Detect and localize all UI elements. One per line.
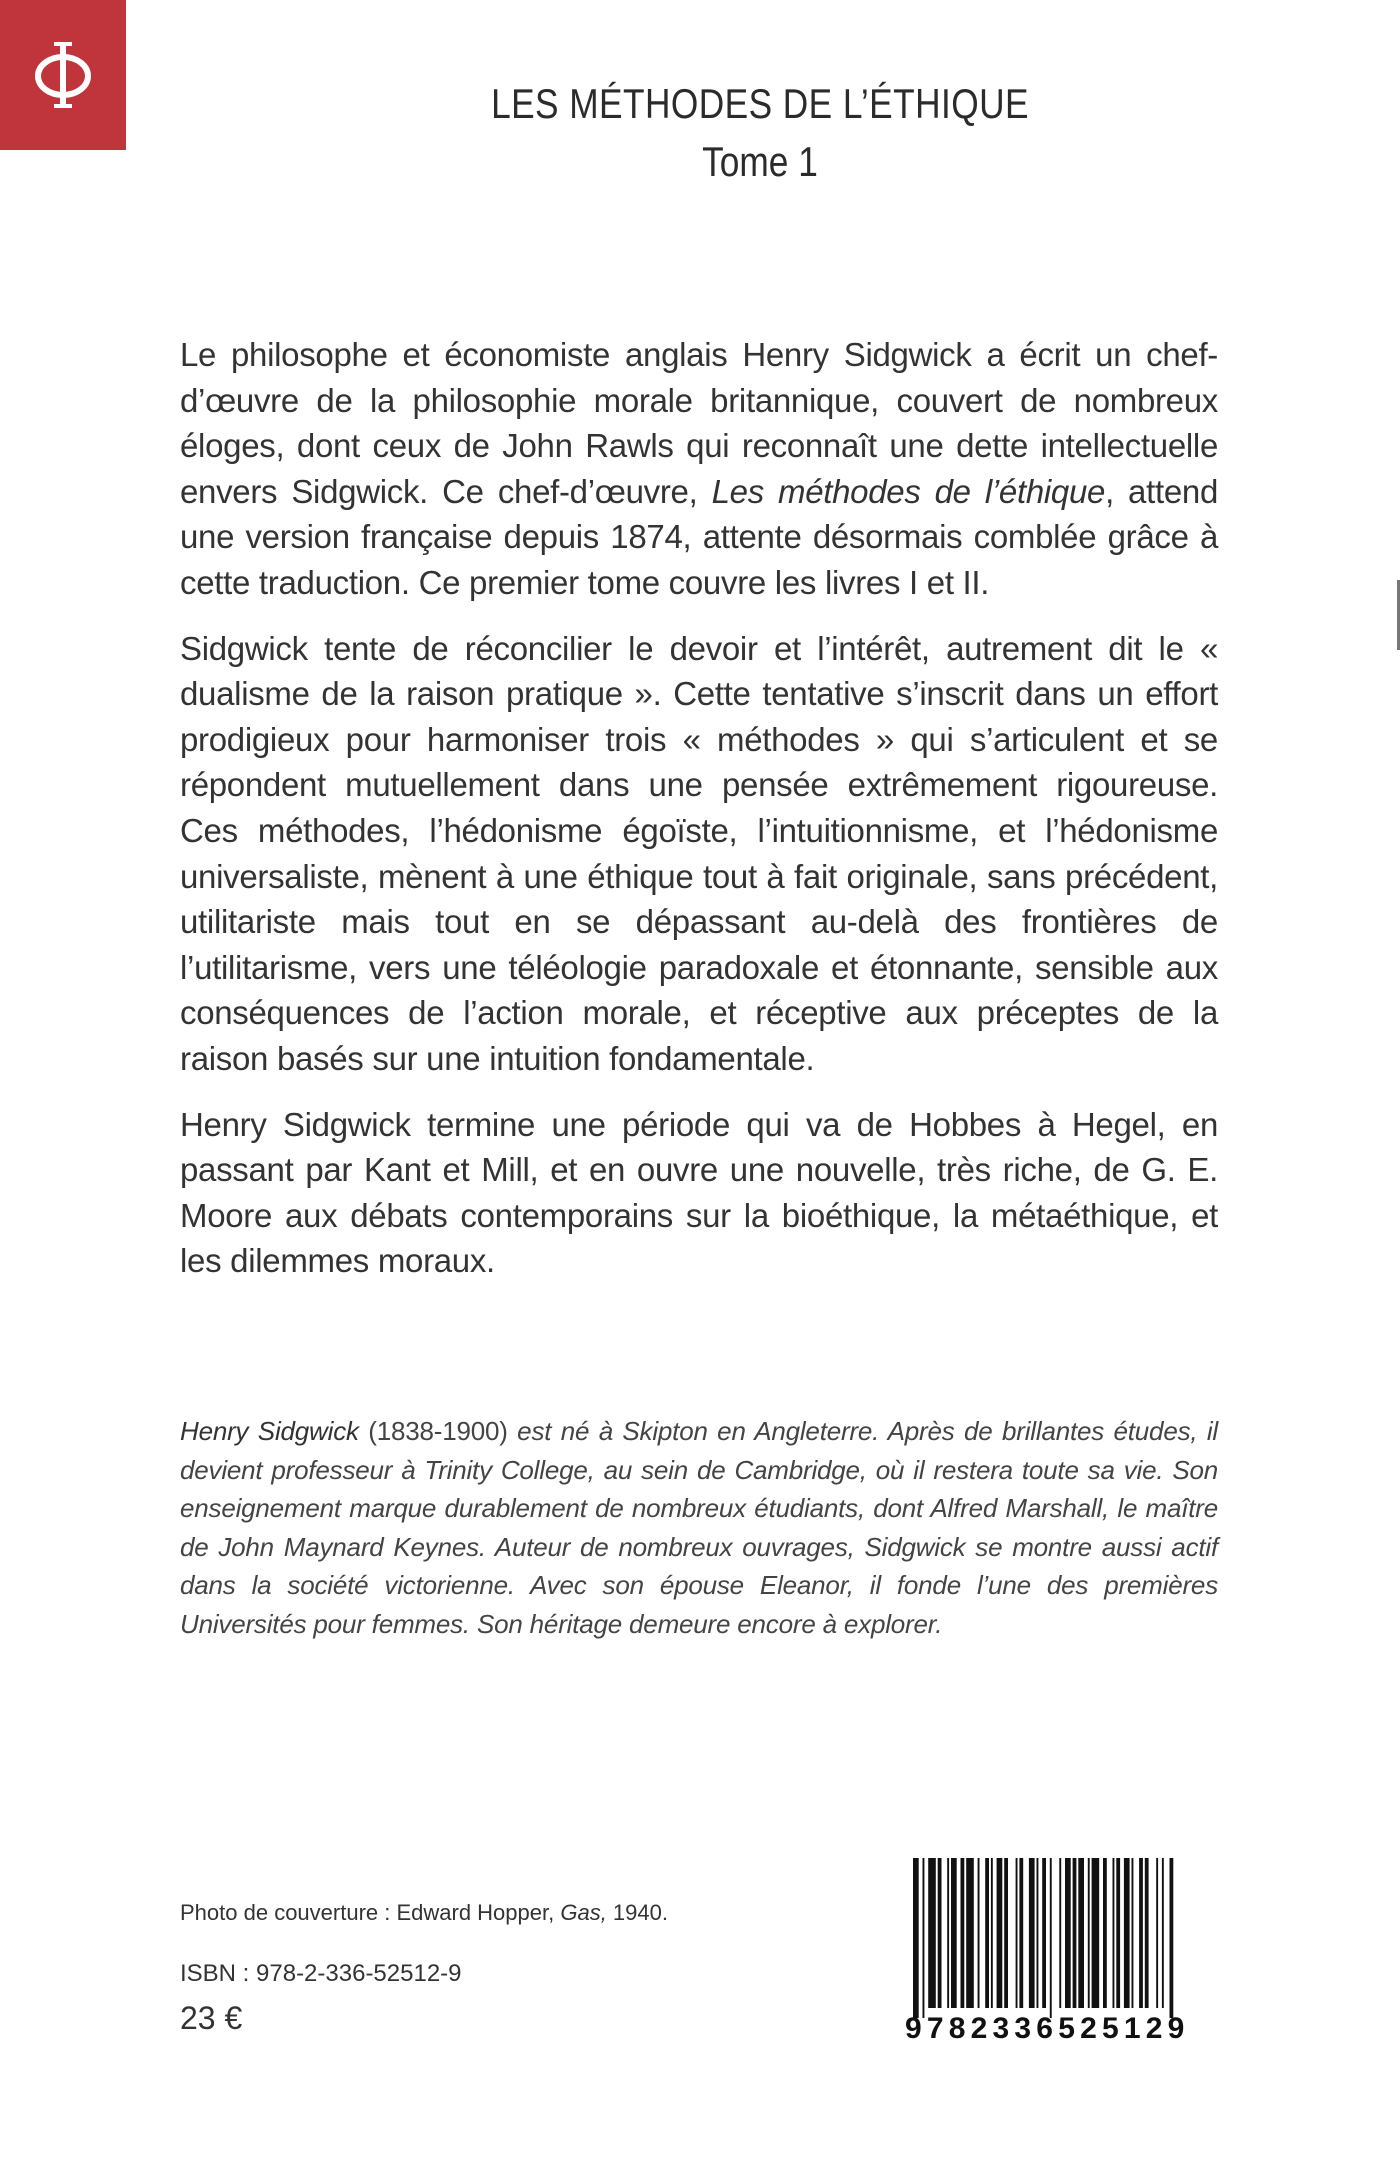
barcode-bar [1113,1858,1115,2008]
barcode-bar [1019,1858,1023,2008]
barcode-bar [1170,1858,1174,2018]
author-biography [180,1412,1218,1644]
isbn: ISBN : 978-2-336-52512-9 [180,1960,462,1987]
barcode-bar [966,1858,974,2008]
barcode-bar [1073,1858,1077,2008]
barcode-bar [951,1858,957,2008]
barcode-bar [1124,1858,1130,2008]
barcode-bar [997,1858,1003,2008]
barcode-bar [1037,1858,1039,2008]
description-paragraph-2: Sidgwick tente de réconcilier le devoir et l’intérêt, autrement dit le « dualisme de la raison pratique ». Cette tentative s’inscrit dans un effort prodigieux pour harmoniser trois « méthodes » qui s’articulent et se répondent mutuellement dans une pensée extrêmement rigoureuse. Ces méthodes, l’hédonisme égoïste, l’intuitionnisme, et l’hédonisme universaliste, mènent à une éthique tout à fait originale, sans précédent, utilitariste mais tout en se dépassant au-delà des frontières de l’utilitarisme, vers une téléologie paradoxale et étonnante, sensible aux conséquences de l’action morale, et réceptive aux préceptes de la raison basés sur une intuition fondamentale. [180,629,1218,1077]
barcode-bar [1059,1858,1061,2008]
barcode [905,1858,1260,2058]
barcode-bar [991,1858,993,2008]
barcode-bar [1029,1858,1035,2008]
barcode-bar [1016,1858,1018,2008]
book-title-italic: Les méthodes de l’éthique [711,472,1106,510]
barcode-digits: 9782336525129 [905,2012,1190,2045]
barcode-bar [978,1858,980,2008]
book-description [180,332,1218,1304]
barcode-bar [1156,1858,1158,2008]
author-dates: (1838-1900) [358,1416,508,1446]
artwork-title: Gas, [560,1900,607,1925]
barcode-bar [1065,1858,1071,2008]
author-bio-text: est né à Skipton en Angleterre. Après de brillantes études, il devient professeur à Trinity College, au sein de Cambridge, où il restera toute sa vie. Son enseignement marque durablement de nombreux étudiants, dont Alfred Marshall, le maître de John Maynard Keynes. Auteur de nombreux ouvrages, Sidgwick se montre aussi actif dans la société victorienne. Avec son épouse Eleanor, il fonde l’une des premières Universités pour femmes. Son héritage demeure encore à explorer. [180,1416,1219,1639]
barcode-bar [1004,1858,1008,2008]
book-title: LES MÉTHODES DE L’ÉTHIQUE [491,80,1029,127]
barcode-bar [928,1858,936,2008]
barcode-bar [1139,1858,1143,2008]
description-paragraph-1: Le philosophe et économiste anglais Henry Sidgwick a écrit un chef-d’œuvre de la philosophie morale britannique, couvert de nombreux éloges, dont ceux de John Rawls qui reconnaît une dette intellectuelle envers Sidgwick. Ce chef-d’œuvre, Les méthodes de l’éthique, attend une version française depuis 1874, attente désormais comblée grâce à cette traduction. Ce premier tome couvre les livres I et II. [180,336,1218,601]
barcode-bar [938,1858,942,2008]
barcode-bars [905,1858,1260,2018]
book-header [380,78,1140,188]
barcode-bar [985,1858,989,2008]
barcode-bar [1103,1858,1107,2008]
barcode-bar [947,1858,949,2008]
photo-credit: Photo de couverture : Edward Hopper, Gas, 1940. [180,1900,668,1925]
book-volume: Tome 1 [702,138,818,185]
barcode-bar [1132,1858,1134,2008]
barcode-bar [961,1858,965,2008]
barcode-bar [1145,1858,1149,2008]
barcode-bar [1092,1858,1100,2008]
phi-logo-icon [28,36,98,114]
barcode-bar [1116,1858,1120,2008]
description-paragraph-3: Henry Sidgwick termine une période qui va de Hobbes à Hegel, en passant par Kant et Mill, et en ouvre une nouvelle, très riche, de G. E. Moore aux débats contemporains sur la bioéthique, la métaéthique, et les dilemmes moraux. [180,1105,1218,1280]
publisher-logo [0,0,126,150]
barcode-bar [1088,1858,1090,2008]
barcode-bar [1162,1858,1164,2008]
barcode-bar [1078,1858,1084,2008]
barcode-bar [1050,1858,1052,2018]
barcode-bar [913,1858,919,2018]
barcode-bar [1042,1858,1046,2008]
barcode-bar [923,1858,925,2018]
price: 23 € [180,2000,243,2036]
author-name: Henry Sidgwick [180,1416,359,1446]
